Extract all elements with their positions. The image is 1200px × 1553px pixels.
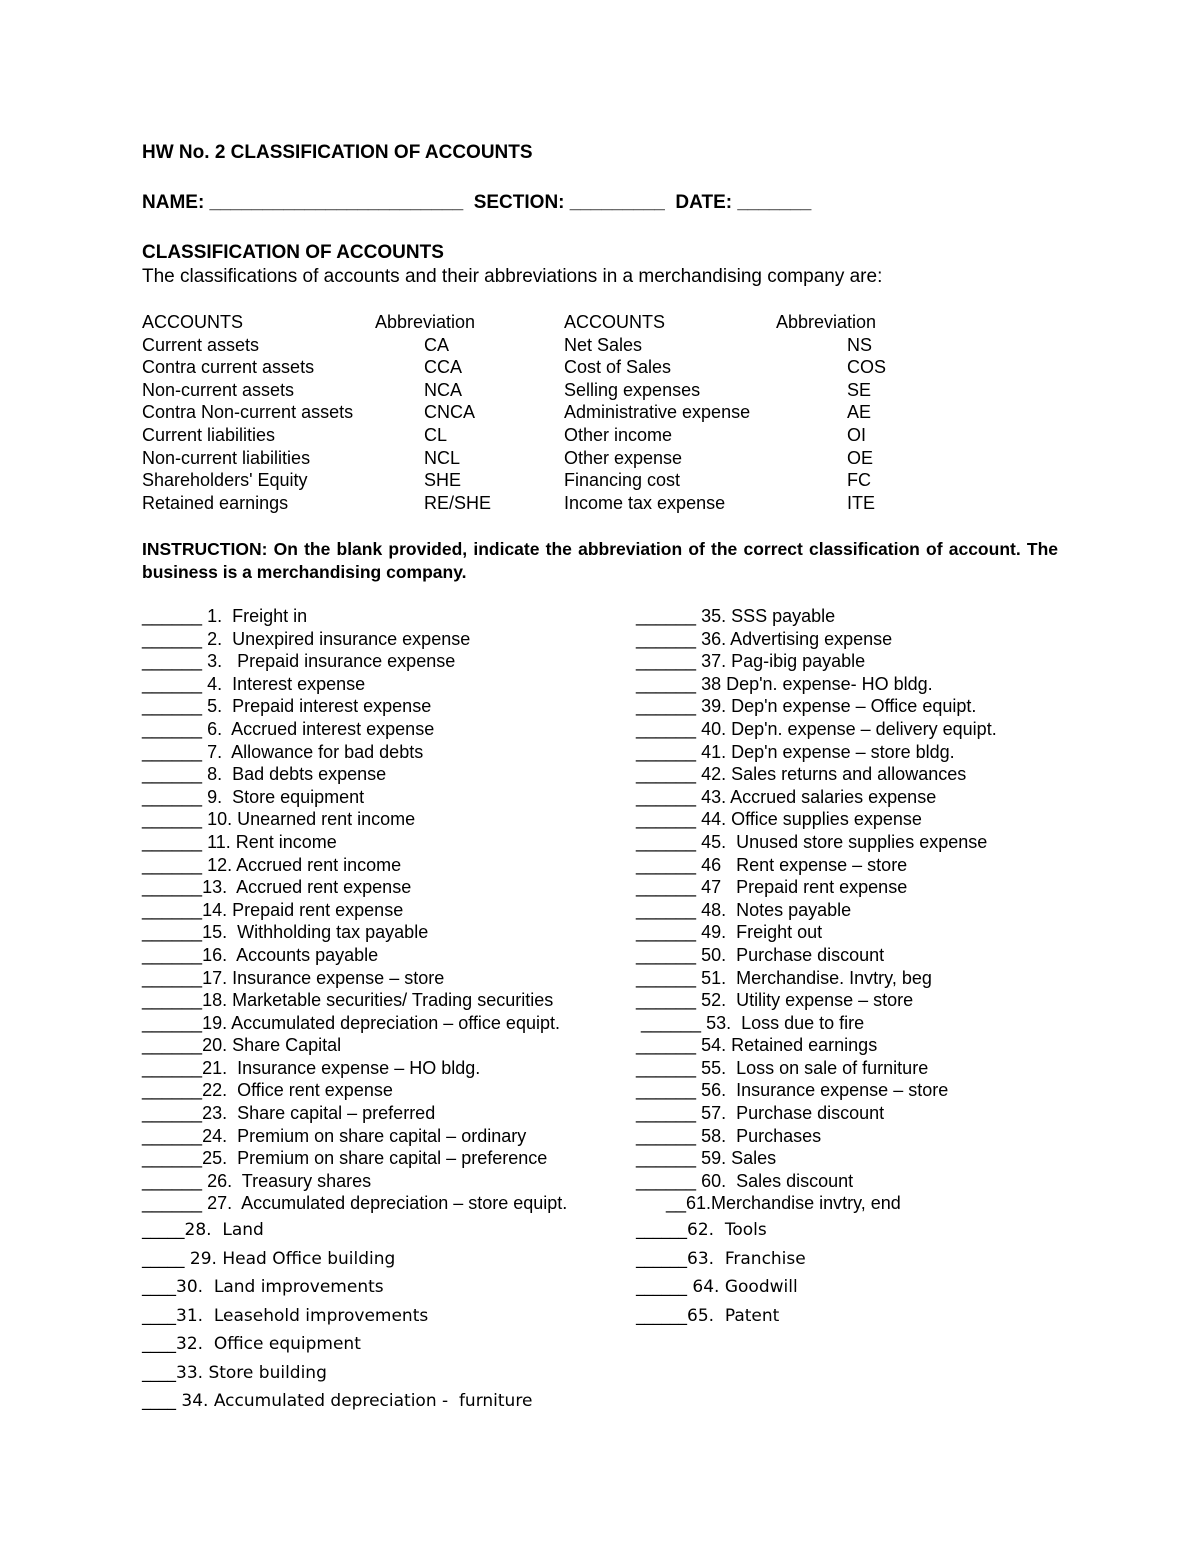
list-item: ______ 2. Unexpired insurance expense	[142, 628, 471, 649]
homework-title: HW No. 2 CLASSIFICATION OF ACCOUNTS	[142, 142, 533, 163]
account-name: Retained earnings	[142, 492, 289, 513]
list-item: ______ 44. Office supplies expense	[636, 809, 922, 830]
list-item: ______21. Insurance expense – HO bldg.	[142, 1057, 481, 1078]
account-name: Other expense	[564, 447, 683, 468]
abbreviation: CCA	[424, 357, 463, 378]
list-item: ______ 38 Dep'n. expense- HO bldg.	[636, 673, 933, 694]
items-list-left-bottom	[142, 1216, 532, 1416]
list-item: ______ 59. Sales	[636, 1148, 777, 1169]
list-item: ______62. Tools	[636, 1220, 767, 1240]
abbreviation: NCA	[424, 379, 463, 400]
list-item: ______18. Marketable securities/ Trading securities	[142, 990, 554, 1011]
account-name: Other income	[564, 424, 673, 445]
list-item: ______ 54. Retained earnings	[636, 1035, 878, 1056]
list-item: _____ 29. Head Office building	[142, 1248, 396, 1269]
abbreviation: CL	[424, 424, 448, 445]
list-item: ____33. Store building	[142, 1362, 327, 1383]
account-name: Income tax expense	[564, 492, 726, 513]
list-item: ______13. Accrued rent expense	[142, 877, 412, 898]
list-item: ______ 7. Allowance for bad debts	[142, 741, 424, 762]
account-name: Contra Non-current assets	[142, 402, 354, 423]
abbreviation: SE	[847, 379, 872, 400]
list-item: ______ 37. Pag-ibig payable	[636, 651, 866, 672]
list-item: ____32. Office equipment	[142, 1334, 361, 1354]
list-item: ______ 57. Purchase discount	[636, 1103, 885, 1124]
account-name: Contra current assets	[142, 357, 315, 378]
list-item: ______ 11. Rent income	[142, 831, 337, 852]
list-item: ______ 60. Sales discount	[636, 1170, 854, 1191]
account-name: Administrative expense	[564, 402, 751, 423]
list-item: ______ 35. SSS payable	[636, 606, 836, 626]
list-item: ______ 41. Dep'n expense – store bldg.	[636, 741, 955, 762]
list-item: _____28. Land	[142, 1220, 264, 1240]
list-item: ______ 56. Insurance expense – store	[636, 1080, 949, 1101]
account-name: Non-current liabilities	[142, 447, 311, 468]
abbreviation: SHE	[424, 470, 462, 491]
list-item: ______17. Insurance expense – store	[142, 967, 445, 988]
account-name: Cost of Sales	[564, 357, 672, 378]
intro-text: The classifications of accounts and their abbreviations in a merchandising company are:	[142, 266, 883, 287]
list-item: ______20. Share Capital	[142, 1035, 342, 1056]
list-item: ______ 55. Loss on sale of furniture	[636, 1057, 929, 1078]
list-item: ______25. Premium on share capital – preference	[142, 1148, 548, 1169]
list-item: ______ 5. Prepaid interest expense	[142, 696, 432, 717]
list-item: ______14. Prepaid rent expense	[142, 899, 404, 920]
abbreviation: OE	[847, 447, 874, 468]
list-item: ______ 6. Accrued interest expense	[142, 718, 435, 739]
abbreviation: AE	[847, 402, 872, 423]
list-item: ______ 58. Purchases	[636, 1125, 822, 1146]
name-section-date-line: NAME: ________________________ SECTION: _________ DATE: _______	[142, 192, 812, 213]
list-item: ______ 50. Purchase discount	[636, 944, 885, 965]
list-item: ______ 1. Freight in	[142, 606, 308, 626]
list-item: ____31. Leasehold improvements	[142, 1305, 429, 1326]
list-item: ______22. Office rent expense	[142, 1080, 393, 1101]
items-list-right-bottom	[636, 1216, 806, 1330]
account-name: Current assets	[142, 334, 260, 355]
account-name: Shareholders' Equity	[142, 470, 308, 491]
header-abbreviation: Abbreviation	[375, 312, 476, 332]
list-item: ______ 64. Goodwill	[636, 1277, 798, 1297]
abbreviation: ITE	[847, 492, 876, 513]
header-abbreviation: Abbreviation	[776, 312, 877, 332]
abbreviation: NS	[847, 334, 873, 355]
abbreviation: RE/SHE	[424, 492, 492, 513]
list-item: __61.Merchandise invtry, end	[636, 1193, 901, 1214]
abbreviation: CA	[424, 334, 450, 355]
list-item: ______ 10. Unearned rent income	[142, 809, 416, 830]
account-name: Selling expenses	[564, 379, 701, 400]
list-item: ______63. Franchise	[636, 1248, 806, 1269]
abbreviation: FC	[847, 470, 871, 491]
list-item: ______ 53. Loss due to fire	[636, 1012, 865, 1033]
list-item: ______ 42. Sales returns and allowances	[636, 764, 967, 785]
list-item: ______ 39. Dep'n expense – Office equipt.	[636, 696, 977, 717]
account-name: Current liabilities	[142, 424, 276, 445]
header-accounts: ACCOUNTS	[142, 312, 244, 332]
list-item: ______19. Accumulated depreciation – office equipt.	[142, 1012, 560, 1033]
list-item: ______65. Patent	[636, 1305, 780, 1326]
list-item: ______ 48. Notes payable	[636, 899, 852, 920]
list-item: ____ 34. Accumulated depreciation - furniture	[142, 1391, 533, 1411]
list-item: ______ 36. Advertising expense	[636, 628, 893, 649]
list-item: ______16. Accounts payable	[142, 944, 379, 965]
list-item: ______24. Premium on share capital – ordinary	[142, 1125, 527, 1146]
list-item: ______15. Withholding tax payable	[142, 922, 429, 943]
items-list-right	[636, 605, 997, 1215]
list-item: ______ 40. Dep'n. expense – delivery equipt.	[636, 718, 997, 739]
header-accounts: ACCOUNTS	[564, 312, 666, 332]
list-item: ____30. Land improvements	[142, 1277, 384, 1297]
section-title: CLASSIFICATION OF ACCOUNTS	[142, 242, 444, 263]
list-item: ______ 51. Merchandise. Invtry, beg	[636, 967, 932, 988]
list-item: ______ 45. Unused store supplies expense	[636, 831, 988, 852]
list-item: ______ 12. Accrued rent income	[142, 854, 402, 875]
list-item: ______ 3. Prepaid insurance expense	[142, 651, 456, 672]
account-name: Financing cost	[564, 470, 681, 491]
abbreviation: CNCA	[424, 402, 476, 423]
list-item: ______ 9. Store equipment	[142, 786, 365, 807]
abbreviation: NCL	[424, 447, 461, 468]
list-item: ______ 49. Freight out	[636, 922, 823, 943]
list-item: ______ 4. Interest expense	[142, 673, 366, 694]
abbreviation: COS	[847, 357, 887, 378]
list-item: ______ 8. Bad debts expense	[142, 764, 387, 785]
abbreviation: OI	[847, 424, 867, 445]
list-item: ______ 52. Utility expense – store	[636, 990, 914, 1011]
account-name: Non-current assets	[142, 379, 295, 400]
items-list-left	[142, 605, 567, 1215]
list-item: ______ 47 Prepaid rent expense	[636, 877, 908, 898]
list-item: ______ 27. Accumulated depreciation – store equipt.	[142, 1193, 568, 1214]
account-name: Net Sales	[564, 334, 643, 355]
list-item: ______ 43. Accrued salaries expense	[636, 786, 937, 807]
list-item: ______ 46 Rent expense – store	[636, 854, 908, 875]
list-item: ______23. Share capital – preferred	[142, 1103, 436, 1124]
list-item: ______ 26. Treasury shares	[142, 1170, 372, 1191]
instruction-text: INSTRUCTION: On the blank provided, indicate the abbreviation of the correct classification of account. The business is a merchandising company.	[142, 539, 1058, 582]
